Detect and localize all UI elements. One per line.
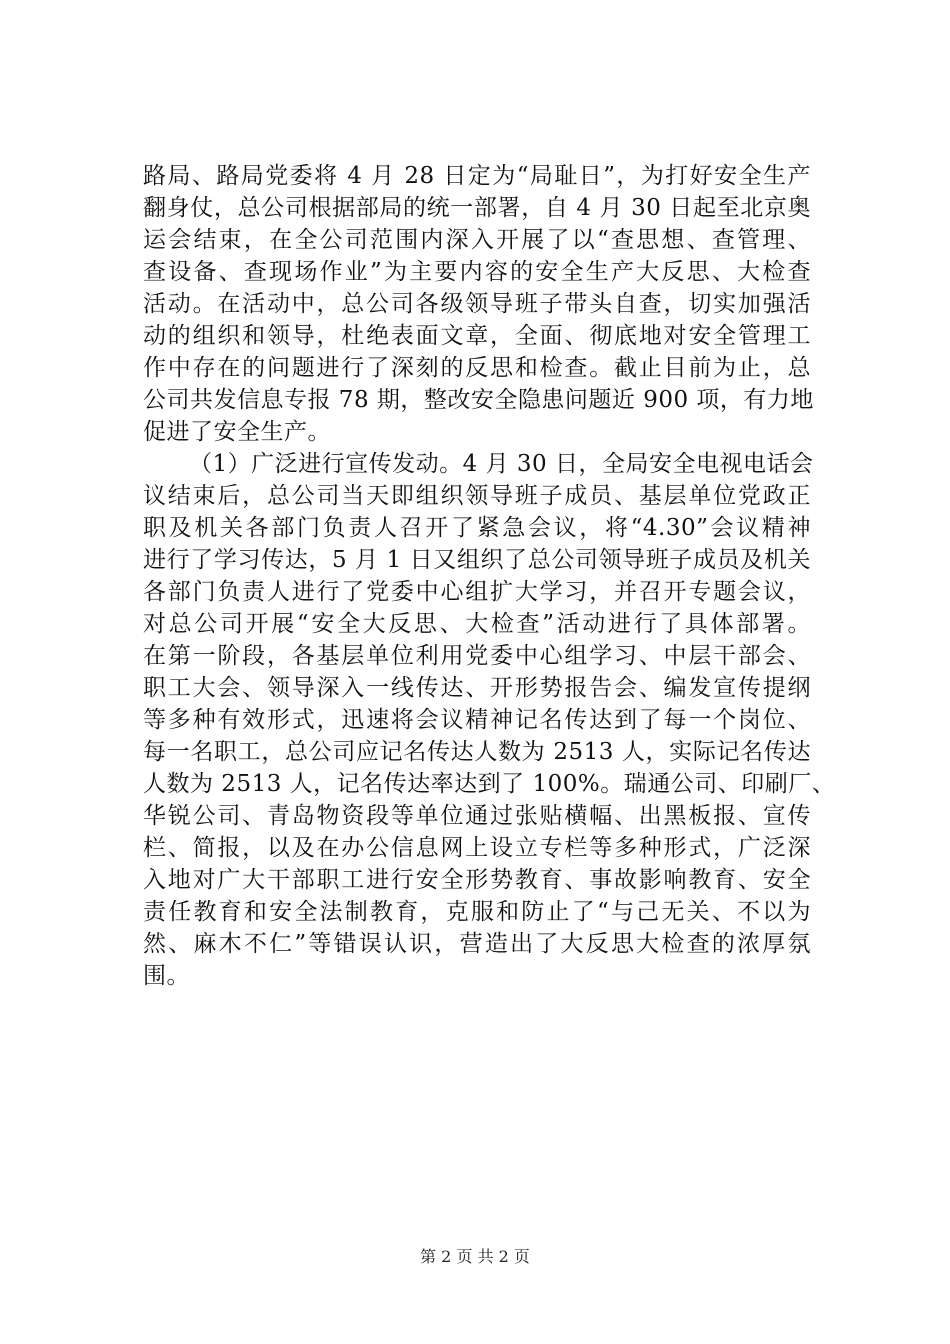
text-line: 人数为 2513 人，记名传达率达到了 100%。瑞通公司、印刷厂、: [143, 771, 836, 797]
paragraph-1: [143, 160, 814, 448]
text-line: 活动。在活动中，总公司各级领导班子带头自查，切实加强活: [143, 291, 811, 317]
text-line: 围。: [143, 963, 190, 989]
text-line: 进行了学习传达，5 月 1 日又组织了总公司领导班子成员及机关: [143, 547, 811, 573]
text-line: 议结束后，总公司当天即组织领导班子成员、基层单位党政正: [143, 483, 811, 509]
text-line: 路局、路局党委将 4 月 28 日定为“局耻日”，为打好安全生产: [143, 163, 811, 189]
text-line: 责任教育和安全法制教育，克服和防止了“与己无关、不以为: [143, 899, 811, 925]
text-line: （1）广泛进行宣传发动。4 月 30 日，全局安全电视电话会: [189, 451, 814, 477]
text-line: 在第一阶段，各基层单位利用党委中心组学习、中层干部会、: [143, 643, 811, 669]
text-line: 等多种有效形式，迅速将会议精神记名传达到了每一个岗位、: [143, 707, 811, 733]
document-body: [143, 160, 836, 992]
text-line: 入地对广大干部职工进行安全形势教育、事故影响教育、安全: [143, 867, 811, 893]
text-line: 栏、简报，以及在办公信息网上设立专栏等多种形式，广泛深: [143, 835, 811, 861]
text-line: 促进了安全生产。: [143, 419, 331, 445]
text-line: 翻身仗，总公司根据部局的统一部署，自 4 月 30 日起至北京奥: [143, 195, 811, 221]
text-line: 作中存在的问题进行了深刻的反思和检查。截止目前为止，总: [143, 355, 811, 381]
text-line: 查设备、查现场作业”为主要内容的安全生产大反思、大检查: [143, 259, 811, 285]
page-number-footer: 第 2 页 共 2 页: [420, 1247, 530, 1266]
text-line: 对总公司开展“安全大反思、大检查”活动进行了具体部署。: [143, 611, 811, 637]
text-line: 每一名职工，总公司应记名传达人数为 2513 人，实际记名传达: [143, 739, 811, 765]
text-line: 华锐公司、青岛物资段等单位通过张贴横幅、出黑板报、宣传: [143, 803, 811, 829]
text-line: 然、麻木不仁”等错误认识，营造出了大反思大检查的浓厚氛: [143, 931, 811, 957]
text-line: 动的组织和领导，杜绝表面文章，全面、彻底地对安全管理工: [143, 323, 811, 349]
text-line: 运会结束，在全公司范围内深入开展了以“查思想、查管理、: [143, 227, 811, 253]
paragraph-2: [143, 448, 836, 992]
text-line: 职及机关各部门负责人召开了紧急会议，将“4.30”会议精神: [143, 515, 811, 541]
text-line: 公司共发信息专报 78 期，整改安全隐患问题近 900 项，有力地: [143, 387, 814, 413]
text-line: 职工大会、领导深入一线传达、开形势报告会、编发宣传提纲: [143, 675, 811, 701]
text-line: 各部门负责人进行了党委中心组扩大学习，并召开专题会议，: [143, 579, 811, 605]
